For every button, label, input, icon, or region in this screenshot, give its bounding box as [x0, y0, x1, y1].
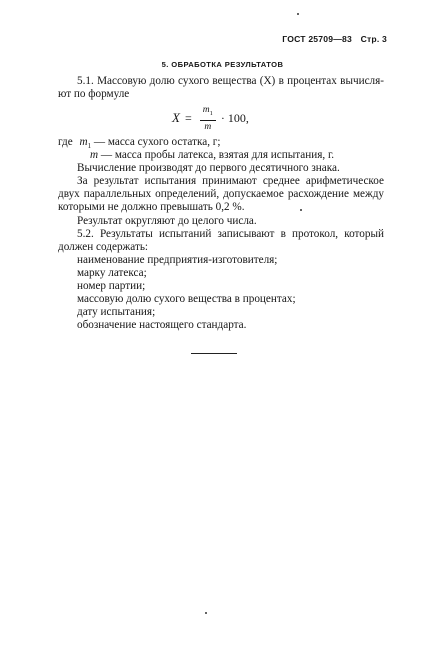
formula-numerator: $m_1$ — [200, 104, 216, 121]
standard-number: ГОСТ 25709—83 — [282, 34, 352, 44]
protocol-item: номер партии; — [77, 280, 146, 292]
definition-m: m — масса пробы латекса, взятая для испытания, г. — [90, 149, 335, 161]
protocol-item: наименование предприятия-изготовителя; — [77, 254, 278, 266]
para-5-2-line-1: 5.2. Результаты испытаний записывают в протокол, который — [77, 228, 384, 240]
paragraph-result-line-1: За результат испытания принимают среднее арифметическое — [77, 175, 384, 187]
formula-fraction — [200, 104, 216, 133]
paragraph-result-line-3: которыми не должно превышать 0,2 %. — [58, 201, 245, 213]
protocol-item: обозначение настоящего стандарта. — [77, 319, 247, 331]
formula-multiplier: · 100, — [220, 110, 249, 125]
paragraph-round: Результат округляют до целого числа. — [77, 215, 257, 227]
para-5-1-line-1: 5.1. Массовую долю сухого вещества (X) в процентах вычисля- — [77, 75, 384, 87]
end-rule — [191, 353, 237, 354]
protocol-item: марку латекса; — [77, 267, 147, 279]
para-5-2-line-2: должен содержать: — [58, 241, 149, 253]
section-title: 5. ОБРАБОТКА РЕЗУЛЬТАТОВ — [161, 60, 284, 69]
formula-denominator: m — [204, 121, 212, 132]
formula-equals: = — [184, 110, 192, 125]
scan-speck — [300, 209, 302, 211]
page-header — [282, 34, 387, 44]
paragraph-calc: Вычисление производят до первого десятичного знака. — [77, 162, 340, 174]
protocol-item: массовую долю сухого вещества в процентах; — [77, 293, 296, 305]
formula — [172, 104, 249, 133]
scan-speck — [297, 13, 299, 15]
paragraph-result-line-2: двух параллельных определений, допускаемое расхождение между — [58, 188, 384, 200]
definition-m1: где $m_1$ — масса сухого остатка, г; — [58, 136, 221, 151]
para-5-1-line-2: ют по формуле — [58, 88, 130, 100]
scan-speck — [205, 612, 207, 614]
protocol-item: дату испытания; — [77, 306, 156, 318]
formula-lhs: X — [172, 110, 180, 126]
page-number: Стр. 3 — [360, 34, 387, 44]
